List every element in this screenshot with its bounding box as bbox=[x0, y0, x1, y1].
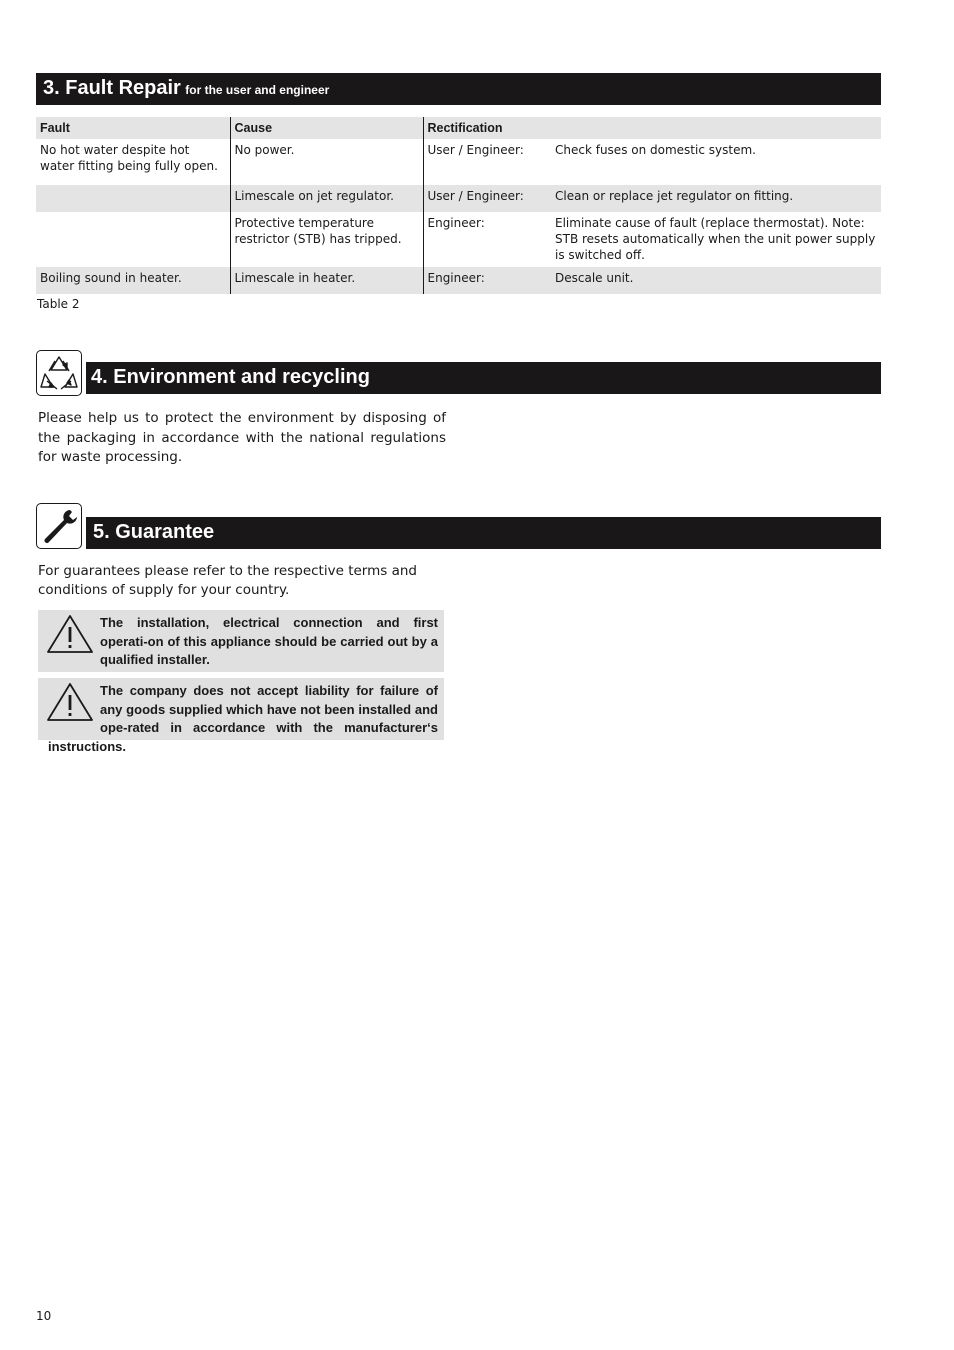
cell-action: Clean or replace jet regulator on fitting. bbox=[555, 189, 794, 203]
section-4-header bbox=[86, 362, 881, 394]
warning-text: The installation, electrical connection and first operati-on of this appliance should be carried out by a qualified installer. bbox=[100, 615, 438, 667]
warning-box bbox=[38, 610, 444, 672]
section-5-header bbox=[86, 517, 881, 549]
cell-fault bbox=[36, 185, 230, 212]
section-3-subtitle: for the user and engineer bbox=[185, 83, 330, 97]
section-5-title: 5. Guarantee bbox=[93, 521, 215, 543]
wrench-icon bbox=[36, 503, 82, 549]
recycle-icon bbox=[36, 350, 82, 396]
guarantee-text: For guarantees please refer to the respective terms and conditions of supply for your country. bbox=[38, 563, 417, 598]
table-row bbox=[36, 185, 881, 212]
table-row bbox=[36, 267, 881, 294]
table-row bbox=[36, 139, 881, 185]
cell-action: Descale unit. bbox=[555, 271, 634, 285]
header-cause: Cause bbox=[230, 117, 423, 139]
cell-fault: No hot water despite hot water fitting being fully open. bbox=[40, 143, 218, 173]
environment-text: Please help us to protect the environment by disposing of the packaging in accordance with the national regulations for waste processing. bbox=[38, 410, 446, 465]
cell-who: Engineer: bbox=[423, 267, 551, 294]
section-3-header bbox=[36, 73, 881, 105]
header-rectification: Rectification bbox=[423, 117, 551, 139]
cell-cause: No power. bbox=[230, 139, 423, 185]
fault-table bbox=[36, 117, 881, 294]
cell-who: User / Engineer: bbox=[423, 139, 551, 185]
header-fault: Fault bbox=[40, 121, 70, 135]
warning-triangle-icon bbox=[46, 614, 94, 654]
cell-cause: Protective temperature restrictor (STB) has tripped. bbox=[230, 212, 423, 267]
cell-fault bbox=[36, 212, 230, 267]
table-caption: Table 2 bbox=[37, 297, 80, 311]
table-row bbox=[36, 212, 881, 267]
warning-box bbox=[38, 678, 444, 754]
header-spacer bbox=[551, 117, 881, 139]
warning-text: The company does not accept liability for failure of any goods supplied which have not been installed and ope-rated in accordance with the manufacturer‘s instructions. bbox=[48, 683, 438, 754]
cell-action: Eliminate cause of fault (replace thermostat). Note: STB resets automatically when the unit power supply is switched off. bbox=[555, 216, 876, 262]
cell-who: User / Engineer: bbox=[423, 185, 551, 212]
cell-cause: Limescale on jet regulator. bbox=[230, 185, 423, 212]
section-4-title: 4. Environment and recycling bbox=[91, 366, 370, 388]
page-number: 10 bbox=[36, 1309, 52, 1323]
cell-cause: Limescale in heater. bbox=[230, 267, 423, 294]
cell-who: Engineer: bbox=[423, 212, 551, 267]
section-3-title: 3. Fault Repair bbox=[43, 77, 181, 99]
warning-triangle-icon bbox=[46, 682, 94, 722]
cell-action: Check fuses on domestic system. bbox=[555, 143, 756, 157]
cell-fault: Boiling sound in heater. bbox=[40, 271, 182, 285]
table-header-row bbox=[36, 117, 881, 139]
